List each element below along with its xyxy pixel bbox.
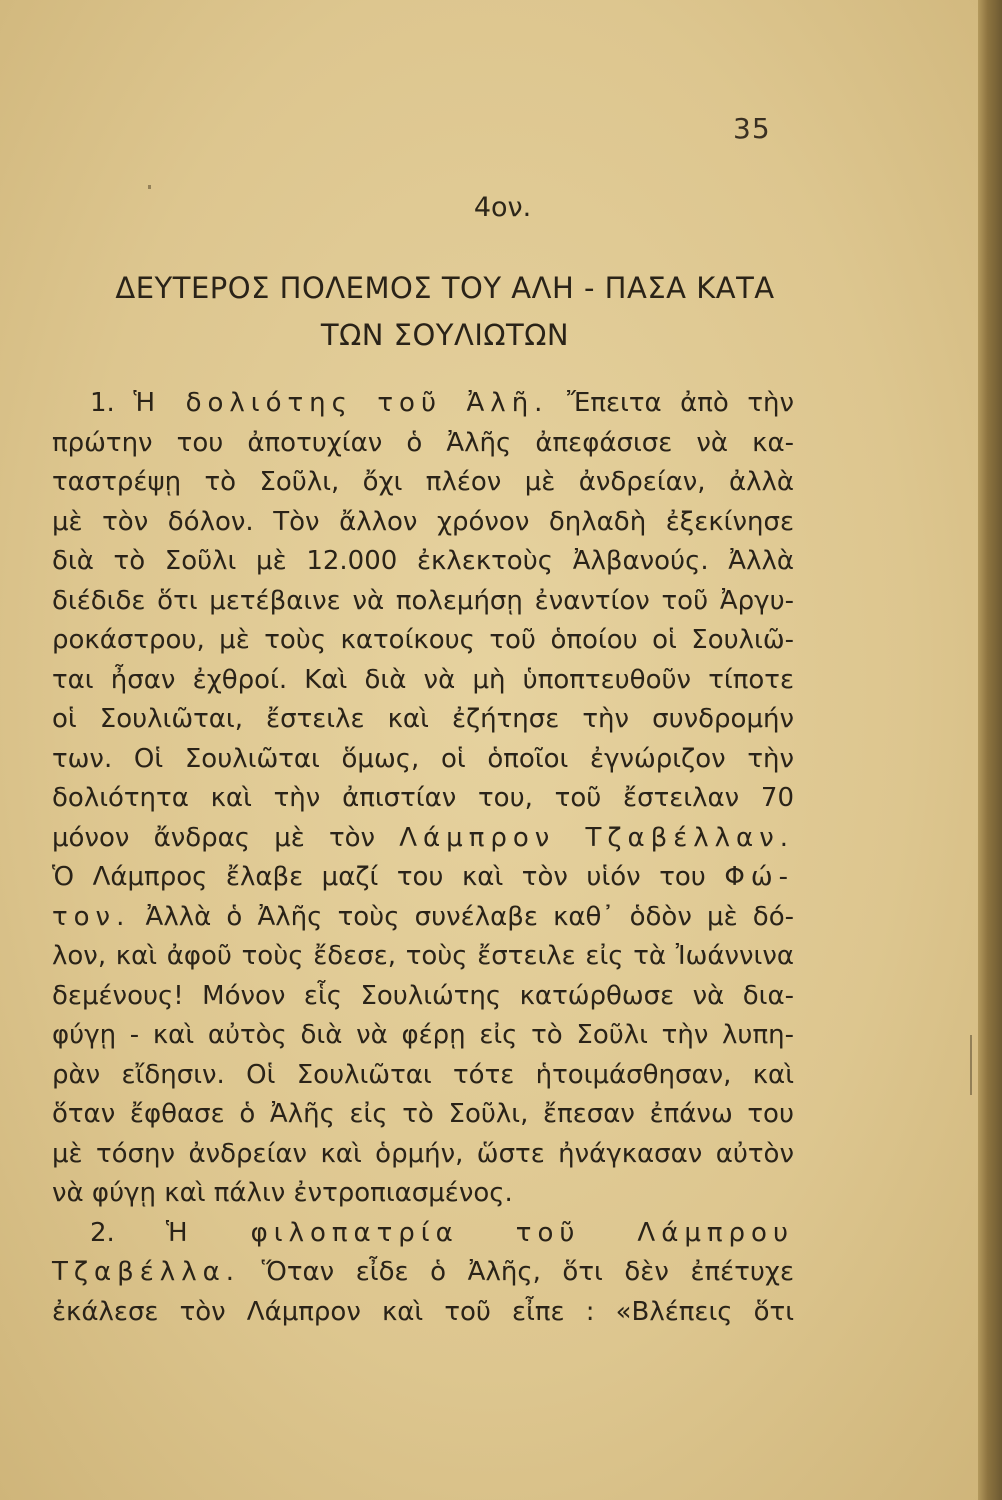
text-fragment: Ὅταν εἶδε ὁ Ἀλῆς, ὅτι δὲν ἐπέτυχε <box>261 1257 795 1287</box>
body-text <box>52 384 794 1332</box>
text-line: λον, καὶ ἀφοῦ τοὺς ἔδεσε, τοὺς ἔστειλε εἰς τὰ Ἰωάννινα <box>52 941 794 971</box>
text-fragment: Ἀλλὰ ὁ Ἀλῆς τοὺς συνέλαβε καθ᾽ ὁδὸν μὲ δό- <box>145 901 795 932</box>
text-line-with-name <box>52 898 794 938</box>
chapter-title-line: ΔΕΥΤΕΡΟΣ ΠΟΛΕΜΟΣ ΤΟΥ ΑΛΗ - ΠΑΣΑ ΚΑΤΑ <box>115 271 775 305</box>
section-heading: Ἡ φιλοπατρία τοῦ Λάμπρου <box>165 1217 795 1248</box>
page-edge <box>978 0 1002 1500</box>
text-line: ἐκάλεσε τὸν Λάμπρον καὶ τοῦ εἶπε : «Βλέπεις ὅτι <box>52 1296 794 1327</box>
section-number: 1. <box>90 388 115 418</box>
section-heading: Ἡ δολιότης τοῦ Ἀλῆ. <box>133 388 549 418</box>
text-line: πρώτην του ἀποτυχίαν ὁ Ἀλῆς ἀπεφάσισε νὰ κα- <box>52 427 794 458</box>
text-fragment: Ἔπειτα ἀπὸ τὴν <box>566 388 795 418</box>
text-line: νὰ φύγῃ καὶ πάλιν ἐντροπιασμένος. <box>52 1178 513 1208</box>
chapter-title <box>50 265 840 359</box>
emphasized-name: Φώ- <box>724 862 794 892</box>
text-line: δεμένους! Μόνον εἷς Σουλιώτης κατώρθωσε νὰ δια- <box>52 980 794 1011</box>
section-heading: Τζαβέλλα. <box>52 1257 240 1287</box>
chapter-title-line: ΤΩΝ ΣΟΥΛΙΩΤΩΝ <box>320 318 570 352</box>
text-line: μὲ τόσην ἀνδρείαν καὶ ὁρμήν, ὥστε ἠνάγκασαν αὐτὸν <box>52 1138 794 1169</box>
text-line: ροκάστρου, μὲ τοὺς κατοίκους τοῦ ὁποίου οἱ Σουλιῶ- <box>52 625 794 655</box>
section-number: 2. <box>90 1217 115 1248</box>
text-line: ρὰν εἴδησιν. Οἱ Σουλιῶται τότε ἡτοιμάσθησαν, καὶ <box>52 1059 794 1090</box>
text-line: δολιότητα καὶ τὴν ἀπιστίαν του, τοῦ ἔστειλαν 70 <box>52 783 794 813</box>
emphasized-name: τον. <box>52 901 131 932</box>
section-1-heading-line <box>52 384 794 424</box>
text-line: οἱ Σουλιῶται, ἔστειλε καὶ ἐζήτησε τὴν συνδρομήν <box>52 704 794 734</box>
text-line: ταστρέψῃ τὸ Σοῦλι, ὄχι πλέον μὲ ἀνδρείαν, ἀλλὰ <box>52 467 794 497</box>
text-fragment: μόνον ἄνδρας μὲ τὸν <box>52 822 376 853</box>
text-line-with-name <box>52 819 794 859</box>
margin-mark <box>970 1035 972 1095</box>
text-line: μὲ τὸν δόλον. Τὸν ἄλλον χρόνον δηλαδὴ ἐξεκίνησε <box>52 506 794 537</box>
text-fragment: Ὁ Λάμπρος ἔλαβε μαζί του καὶ τὸν υἱόν του <box>52 862 706 892</box>
text-line: των. Οἱ Σουλιῶται ὅμως, οἱ ὁποῖοι ἐγνώριζον τὴν <box>52 743 794 774</box>
text-line-with-name <box>52 858 794 898</box>
chapter-number: 4ον. <box>473 192 532 223</box>
text-line: ται ἦσαν ἐχθροί. Καὶ διὰ νὰ μὴ ὑποπτευθοῦν τίποτε <box>52 664 794 695</box>
text-line: ὅταν ἔφθασε ὁ Ἀλῆς εἰς τὸ Σοῦλι, ἔπεσαν ἐπάνω του <box>52 1099 794 1129</box>
text-line: διέδιδε ὅτι μετέβαινε νὰ πολεμήσῃ ἐναντίον τοῦ Ἀργυ- <box>52 585 794 616</box>
text-line: διὰ τὸ Σοῦλι μὲ 12.000 ἐκλεκτοὺς Ἀλβανούς. Ἀλλὰ <box>52 546 794 576</box>
text-line: φύγῃ - καὶ αὐτὸς διὰ νὰ φέρῃ εἰς τὸ Σοῦλι τὴν λυπη- <box>52 1020 794 1050</box>
margin-mark <box>148 185 151 189</box>
page-number: 35 <box>733 112 771 145</box>
section-2-heading-line <box>52 1253 794 1293</box>
section-2-heading-line <box>52 1214 794 1254</box>
emphasized-name: Λάμπρον Τζαβέλλαν. <box>399 822 794 853</box>
